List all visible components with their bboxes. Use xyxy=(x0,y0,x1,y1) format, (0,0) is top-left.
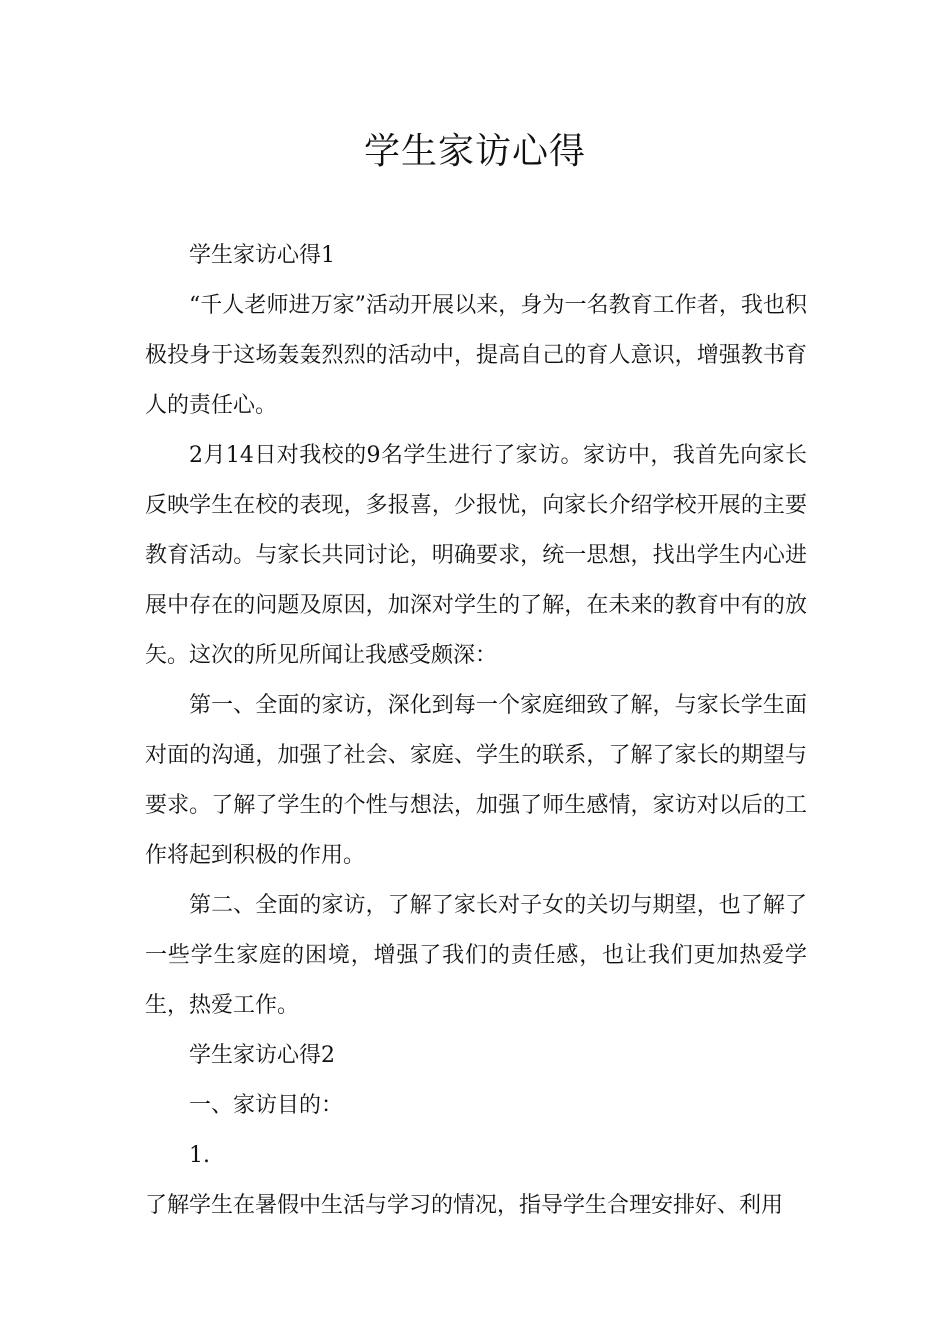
paragraph-3: 第一、全面的家访，深化到每一个家庭细致了解，与家长学生面对面的沟通，加强了社会、家庭、学生的联系，了解了家长的期望与要求。了解了学生的个性与想法，加强了师生感情，家访对以后的工作将起到积极的作用。 xyxy=(145,693,807,868)
paragraph-5: 了解学生在暑假中生活与学习的情况，指导学生合理安排好、利用 xyxy=(145,1193,784,1218)
sub-heading: 一、家访目的： xyxy=(189,1093,344,1118)
document-body xyxy=(145,231,807,1231)
paragraph-1: “千人老师进万家”活动开展以来，身为一名教育工作者，我也积极投身于这场轰轰烈烈的活动中，提高自己的育人意识，增强教书育人的责任心。 xyxy=(145,293,807,418)
paragraph-4: 第二、全面的家访，了解了家长对子女的关切与期望，也了解了一些学生家庭的困境，增强了我们的责任感，也让我们更加热爱学生，热爱工作。 xyxy=(145,893,807,1018)
paragraph-2: 2月14日对我校的9名学生进行了家访。家访中，我首先向家长反映学生在校的表现，多报喜，少报忧，向家长介绍学校开展的主要教育活动。与家长共同讨论，明确要求，统一思想，找出学生内心进展中存在的问题及原因，加深对学生的了解，在未来的教育中有的放矢。这次的所见所闻让我感受颇深： xyxy=(145,443,807,668)
list-number: 1. xyxy=(189,1143,210,1168)
section-heading-2: 学生家访心得2 xyxy=(189,1043,335,1068)
section-heading-1: 学生家访心得1 xyxy=(189,243,335,268)
document-title: 学生家访心得 xyxy=(363,131,586,172)
